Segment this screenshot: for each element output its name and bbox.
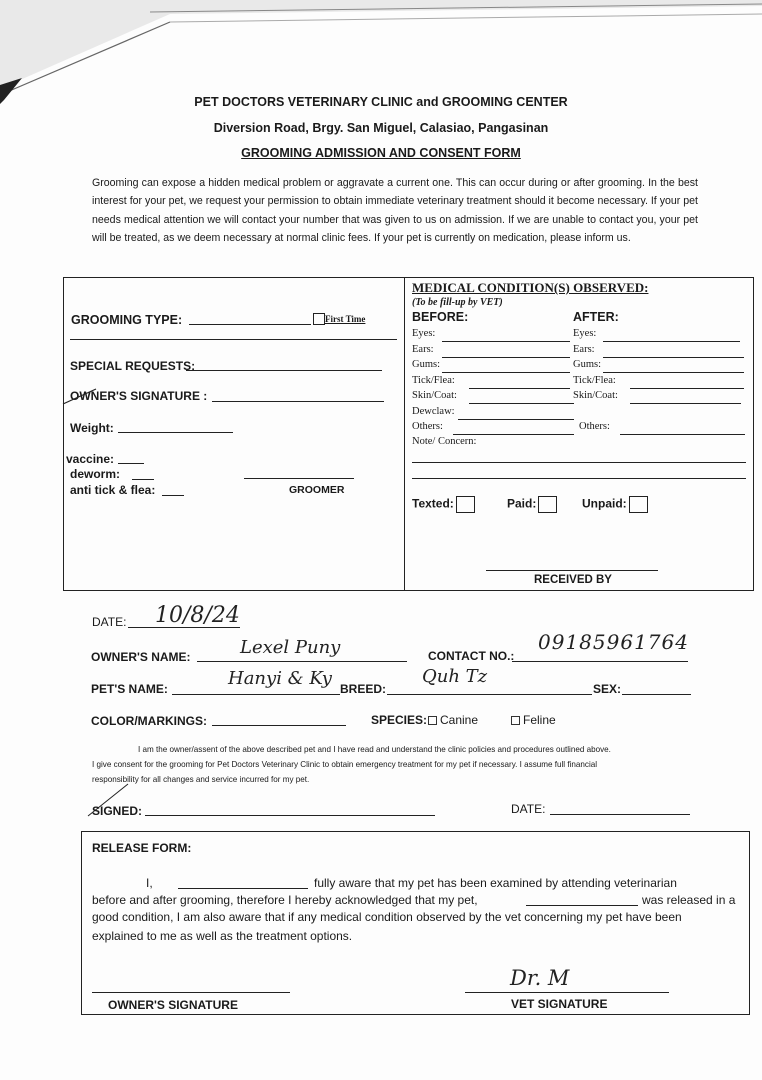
special-requests-field[interactable]	[186, 370, 382, 371]
before-item-label: Gums:	[412, 359, 441, 370]
before-item-field[interactable]	[469, 403, 574, 404]
clinic-name: PET DOCTORS VETERINARY CLINIC and GROOMING CENTER	[194, 95, 568, 109]
before-item-label: Skin/Coat:	[412, 390, 457, 401]
release-text-1: fully aware that my pet has been examined by attending veterinarian	[314, 876, 677, 890]
vet-signature-value: Dr. M	[510, 966, 570, 990]
release-i: I,	[146, 876, 153, 890]
special-requests-label: SPECIAL REQUESTS:	[70, 359, 196, 373]
consent-line-2: I give consent for the grooming for Pet Doctors Veterinary Clinic to obtain emergency treatment for my pet if necessary. I assume full financial	[92, 760, 598, 769]
received-by-label: RECEIVED BY	[534, 574, 612, 586]
texted-label: Texted:	[412, 496, 454, 511]
date-value: 10/8/24	[155, 603, 240, 628]
release-text-2a: before and after grooming, therefore I hereby acknowledged that my pet,	[92, 893, 478, 907]
paid-checkbox[interactable]	[538, 496, 557, 513]
release-pet-field[interactable]	[526, 905, 638, 906]
species-label: SPECIES:	[371, 713, 428, 727]
anti-tick-field[interactable]	[162, 495, 184, 496]
consent-date-field[interactable]	[550, 814, 690, 815]
breed-field[interactable]	[387, 694, 592, 695]
weight-label: Weight:	[70, 421, 114, 435]
before-item-label: Others:	[412, 421, 443, 432]
first-time-label: First Time	[325, 314, 366, 324]
before-item-field[interactable]	[442, 372, 570, 373]
paper-edge	[0, 0, 762, 110]
vet-signature-label: VET SIGNATURE	[511, 997, 608, 1011]
box-divider	[404, 278, 405, 590]
after-item-label: Eyes:	[573, 328, 597, 339]
received-by-line[interactable]	[486, 570, 658, 571]
grooming-type-field[interactable]	[189, 324, 311, 325]
weight-field[interactable]	[118, 432, 233, 433]
after-item-field[interactable]	[630, 403, 741, 404]
before-item-field[interactable]	[469, 388, 570, 389]
consent-line-1: I am the owner/assent of the above described pet and I have read and understand the clinic policies and procedures outlined above.	[138, 745, 611, 754]
owner-signature-release-line[interactable]	[92, 992, 290, 993]
feline-checkbox[interactable]	[511, 716, 520, 725]
before-item-label: Ears:	[412, 343, 434, 355]
before-item-field[interactable]	[442, 341, 570, 342]
release-text-3: good condition, I am also aware that if any medical condition observed by the vet concerning my pet have been	[92, 910, 682, 924]
paid-group	[507, 496, 557, 513]
after-item-field[interactable]	[630, 388, 744, 389]
before-item-label: Dewclaw:	[412, 405, 455, 417]
unpaid-group	[582, 496, 648, 513]
contact-field[interactable]	[512, 661, 688, 662]
clinic-address: Diversion Road, Brgy. San Miguel, Calasiao, Pangasinan	[213, 121, 549, 135]
groomer-label: GROOMER	[289, 484, 345, 496]
texted-group	[412, 496, 475, 513]
owner-signature-field[interactable]	[212, 401, 384, 402]
pet-name-field[interactable]	[172, 694, 340, 695]
signed-field[interactable]	[145, 815, 435, 816]
feline-label: Feline	[523, 713, 556, 727]
form-title: GROOMING ADMISSION AND CONSENT FORM	[241, 146, 521, 160]
pet-name-value: Hanyi & Ky	[228, 668, 332, 689]
after-item-label: Others:	[579, 421, 610, 432]
sex-field[interactable]	[622, 694, 691, 695]
after-item-label: Tick/Flea:	[573, 374, 616, 386]
medical-subtitle: (To be fill-up by VET)	[412, 297, 503, 308]
contact-value: 09185961764	[538, 630, 689, 654]
release-name-field[interactable]	[178, 888, 308, 889]
feline-option[interactable]	[511, 713, 556, 727]
color-label: COLOR/MARKINGS:	[91, 714, 207, 728]
canine-option[interactable]	[428, 713, 478, 727]
groomer-signature-line[interactable]	[244, 478, 354, 479]
check-mark	[60, 386, 100, 408]
note-line-1[interactable]	[412, 462, 746, 463]
anti-tick-label: anti tick & flea:	[70, 483, 156, 497]
breed-value: Quh Tz	[422, 666, 488, 687]
note-line-2[interactable]	[412, 478, 746, 479]
deworm-label: deworm:	[70, 467, 121, 481]
after-heading: AFTER:	[573, 310, 619, 324]
before-heading: BEFORE:	[412, 310, 469, 324]
after-item-label: Gums:	[573, 359, 602, 370]
release-text-4: explained to me as well as the treatment options.	[92, 929, 353, 943]
contact-label: CONTACT NO.:	[428, 649, 515, 663]
first-time-checkbox[interactable]	[313, 313, 325, 325]
owner-signature-label: OWNER'S SIGNATURE :	[70, 389, 208, 403]
canine-label: Canine	[440, 713, 479, 727]
after-item-field[interactable]	[603, 372, 744, 373]
after-item-field[interactable]	[603, 357, 744, 358]
release-text-2b: was released in a	[642, 893, 736, 907]
after-item-label: Skin/Coat:	[573, 390, 618, 401]
before-item-field[interactable]	[442, 357, 570, 358]
consent-line-3: responsibility for all changes and service incurred for my pet.	[92, 775, 310, 784]
color-field[interactable]	[212, 725, 346, 726]
unpaid-label: Unpaid:	[582, 496, 627, 511]
vaccine-field[interactable]	[118, 463, 144, 464]
after-item-field[interactable]	[620, 434, 745, 435]
unpaid-checkbox[interactable]	[629, 496, 648, 513]
breed-label: BREED:	[340, 682, 387, 696]
after-item-field[interactable]	[603, 341, 740, 342]
canine-checkbox[interactable]	[428, 716, 437, 725]
note-label: Note/ Concern:	[412, 436, 477, 447]
medical-title: MEDICAL CONDITION(S) OBSERVED:	[412, 280, 649, 295]
deworm-field[interactable]	[132, 479, 154, 480]
date-label: DATE:	[92, 615, 127, 629]
vet-signature-line[interactable]	[465, 992, 669, 993]
owner-signature-release-label: OWNER'S SIGNATURE	[108, 998, 238, 1012]
grooming-type-extra-line	[70, 339, 397, 340]
owner-name-field[interactable]	[197, 661, 407, 662]
owner-name-label: OWNER'S NAME:	[91, 650, 191, 664]
texted-checkbox[interactable]	[456, 496, 475, 513]
intro-paragraph: Grooming can expose a hidden medical problem or aggravate a current one. This can occur during or after grooming. In the best interest for your pet, we request your permission to obtain immediate veterinary treatment should it become necessary. If your pet needs medical attention we will contact your number that was given to us on admission. If we are unable to contact you, your pet will be treated, as we deem necessary at normal clinic fees. If your pet is currently on medication, please inform us.	[92, 177, 698, 244]
signed-label: SIGNED:	[92, 804, 143, 818]
pet-name-label: PET'S NAME:	[91, 682, 168, 696]
sex-label: SEX:	[593, 682, 622, 696]
after-item-label: Ears:	[573, 343, 595, 355]
release-title: RELEASE FORM:	[92, 841, 192, 855]
before-item-label: Tick/Flea:	[412, 374, 455, 386]
grooming-type-label: GROOMING TYPE:	[71, 313, 183, 327]
paid-label: Paid:	[507, 496, 537, 511]
before-item-field[interactable]	[453, 434, 574, 435]
before-item-label: Eyes:	[412, 328, 436, 339]
before-item-field[interactable]	[458, 419, 574, 420]
owner-name-value: Lexel Puny	[240, 637, 341, 658]
consent-date-label: DATE:	[511, 802, 546, 816]
vaccine-label: vaccine:	[66, 452, 115, 466]
